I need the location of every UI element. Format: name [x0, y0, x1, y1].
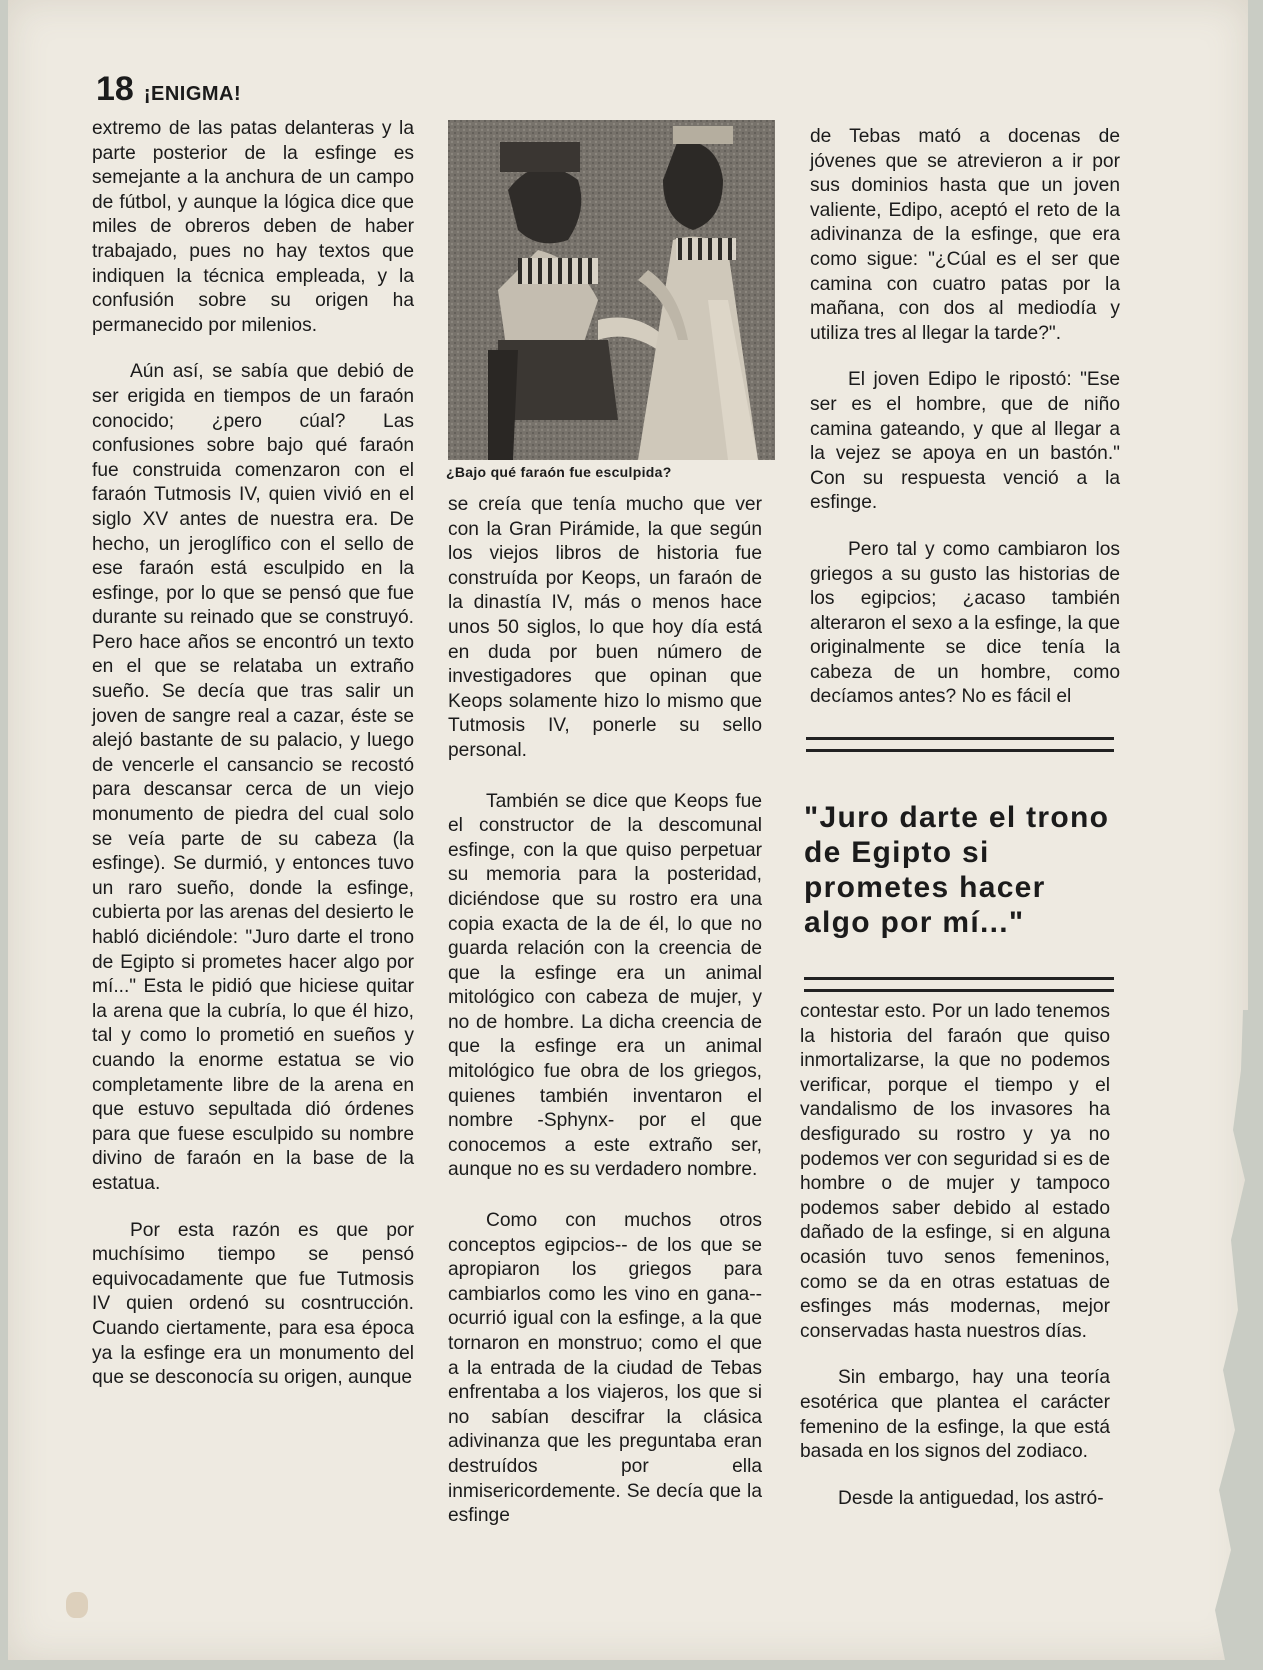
paragraph: contestar esto. Por un lado tenemos la historia del faraón que quiso inmortalizarse, la que no podemos verificar, porque el tiempo y el vandalismo de los invasores ha desfigurado su rostro y ya no podemos ver con seguridad si es de hombre o de mujer y tampoco podemos saber debido al estado dañado de la esfinge, si en alguna ocasión tuvo senos femeninos, como se da en otras estatuas de esfinges más modernas, mejor conservadas hasta nuestros días. — [800, 1001, 1110, 1342]
pharaoh-relief-illustration — [448, 120, 775, 460]
article-column-3-bottom — [800, 1000, 1110, 1511]
article-column-2 — [448, 493, 762, 1529]
page-number: 18 — [96, 70, 134, 108]
paper-stain — [66, 1592, 88, 1618]
paragraph: También se dice que Keops fue el constructor de la descomunal esfinge, con la que quiso perpetuar su memoria para la posteridad, diciéndose que su rostro era una copia exacta de la de él, lo que no guarda relación con la creencia de que la esfinge era un animal mitológico con cabeza de mujer, y no de hombre. La dicha creencia de que la esfinge era un animal mitológico fue obra de los griegos, quienes también inventaron el nombre -Sphynx- por el que conocemos a este extraño ser, aunque no es su verdadero nombre. — [448, 790, 762, 1181]
article-column-1 — [92, 117, 414, 1391]
magazine-page — [8, 0, 1248, 1660]
paragraph: Aún así, se sabía que debió de ser erigida en tiempos de un faraón conocido; ¿pero cúal? Las confusiones sobre bajo qué faraón fue construida comenzaron con el faraón Tutmosis IV, quien vivió en el siglo XV antes de nuestra era. De hecho, un jeroglífico con el sello de ese faraón está esculpido en la esfinge, por lo que se pensó que fue durante su reinado que se construyó. Pero hace años se encontró un texto en el que se relataba un extraño sueño. Se decía que tras salir un joven de sangre real a cazar, éste se alejó bastante de su palacio, y luego de vencerle el cansancio se recostó para descansar cerca de un viejo monumento de piedra del cual solo se veía parte de su cabeza (la esfinge). Se durmió, y entonces tuvo un raro sueño, donde la esfinge, cubierta por las arenas del desierto le habló diciéndole: "Juro darte el trono de Egipto si prometes hacer algo por mí..." Esta le pidió que hiciese quitar la arena que la cubría, lo que él hizo, tal y como lo prometió en sueños y cuando la enorme estatua se vio completamente libre de la arena en que estuvo sepultada dió órdenes para que fuese esculpido su nombre divino de faraón en la base de la estatua. — [92, 361, 414, 1194]
paragraph: de Tebas mató a docenas de jóvenes que se atrevieron a ir por sus dominios hasta que un joven valiente, Edipo, aceptó el reto de la adivinanza de la esfinge, que era como sigue: "¿Cúal es el ser que camina con cuatro patas por la mañana, con dos al mediodía y utiliza tres al llegar la tarde?". — [810, 126, 1120, 344]
paragraph: Como con muchos otros conceptos egipcios-- de los que se apropiaron los griegos para cambiarlos como les vino en gana-- ocurrió igual con la esfinge, a la que tornaron en monstruo; como el que a la entrada de la ciudad de Tebas enfrentaba a los viajeros, los que si no sabían descifrar la clásica adivinanza que les preguntaba eran destruídos por ella inmisericordemente. Se decía que la esfinge — [448, 1210, 762, 1527]
paragraph: Por esta razón es que por muchísimo tiempo se pensó equivocadamente que fue Tutmosis IV quien ordenó su cosntrucción. Cuando ciertamente, para esa época ya la esfinge era un monumento del que se desconocía su origen, aunque — [92, 1219, 414, 1389]
egyptian-relief-image — [448, 120, 775, 460]
article-column-3-top — [810, 125, 1120, 710]
pull-quote: "Juro darte el trono de Egipto si prometes hacer algo por mí..." — [804, 801, 1110, 939]
paragraph: se creía que tenía mucho que ver con la Gran Pirámide, la que según los viejos libros de historia fue construída por Keops, un faraón de la dinastía IV, más o menos hace unos 50 siglos, lo que hoy día está en duda por buen número de investigadores que opinan que Keops solamente hizo lo mismo que Tutmosis IV, ponerle su sello personal. — [448, 494, 762, 761]
paragraph: Pero tal y como cambiaron los griegos a su gusto las historias de los egipcios; ¿acaso también alteraron el sexo a la esfinge, la que originalmente se dice tenía la cabeza de un hombre, como decíamos antes? No es fácil el — [810, 538, 1120, 708]
paragraph: El joven Edipo le ripostó: "Ese ser es el hombre, que de niño camina gateando, y que al llegar a la vejez se apoya en un bastón." Con su respuesta venció a la esfinge. — [810, 369, 1120, 514]
double-rule-divider — [806, 737, 1114, 752]
magazine-name: ¡ENIGMA! — [143, 83, 242, 105]
double-rule-divider — [804, 977, 1114, 992]
torn-page-edge — [1123, 1010, 1263, 1670]
paragraph: Desde la antiguedad, los astró- — [838, 1487, 1104, 1509]
paragraph: Sin embargo, hay una teoría esotérica que plantea el carácter femenino de la esfinge, la que está basada en los signos del zodiaco. — [800, 1367, 1110, 1463]
figure-caption: ¿Bajo qué faraón fue esculpida? — [446, 464, 672, 480]
paragraph: extremo de las patas delanteras y la parte posterior de la esfinge es semejante a la anchura de un campo de fútbol, y aunque la lógica dice que miles de obreros deben de haber trabajado, pues no hay textos que indiquen la técnica empleada, y la confusión sobre su origen ha permanecido por milenios. — [92, 118, 414, 336]
page-header — [96, 70, 241, 109]
